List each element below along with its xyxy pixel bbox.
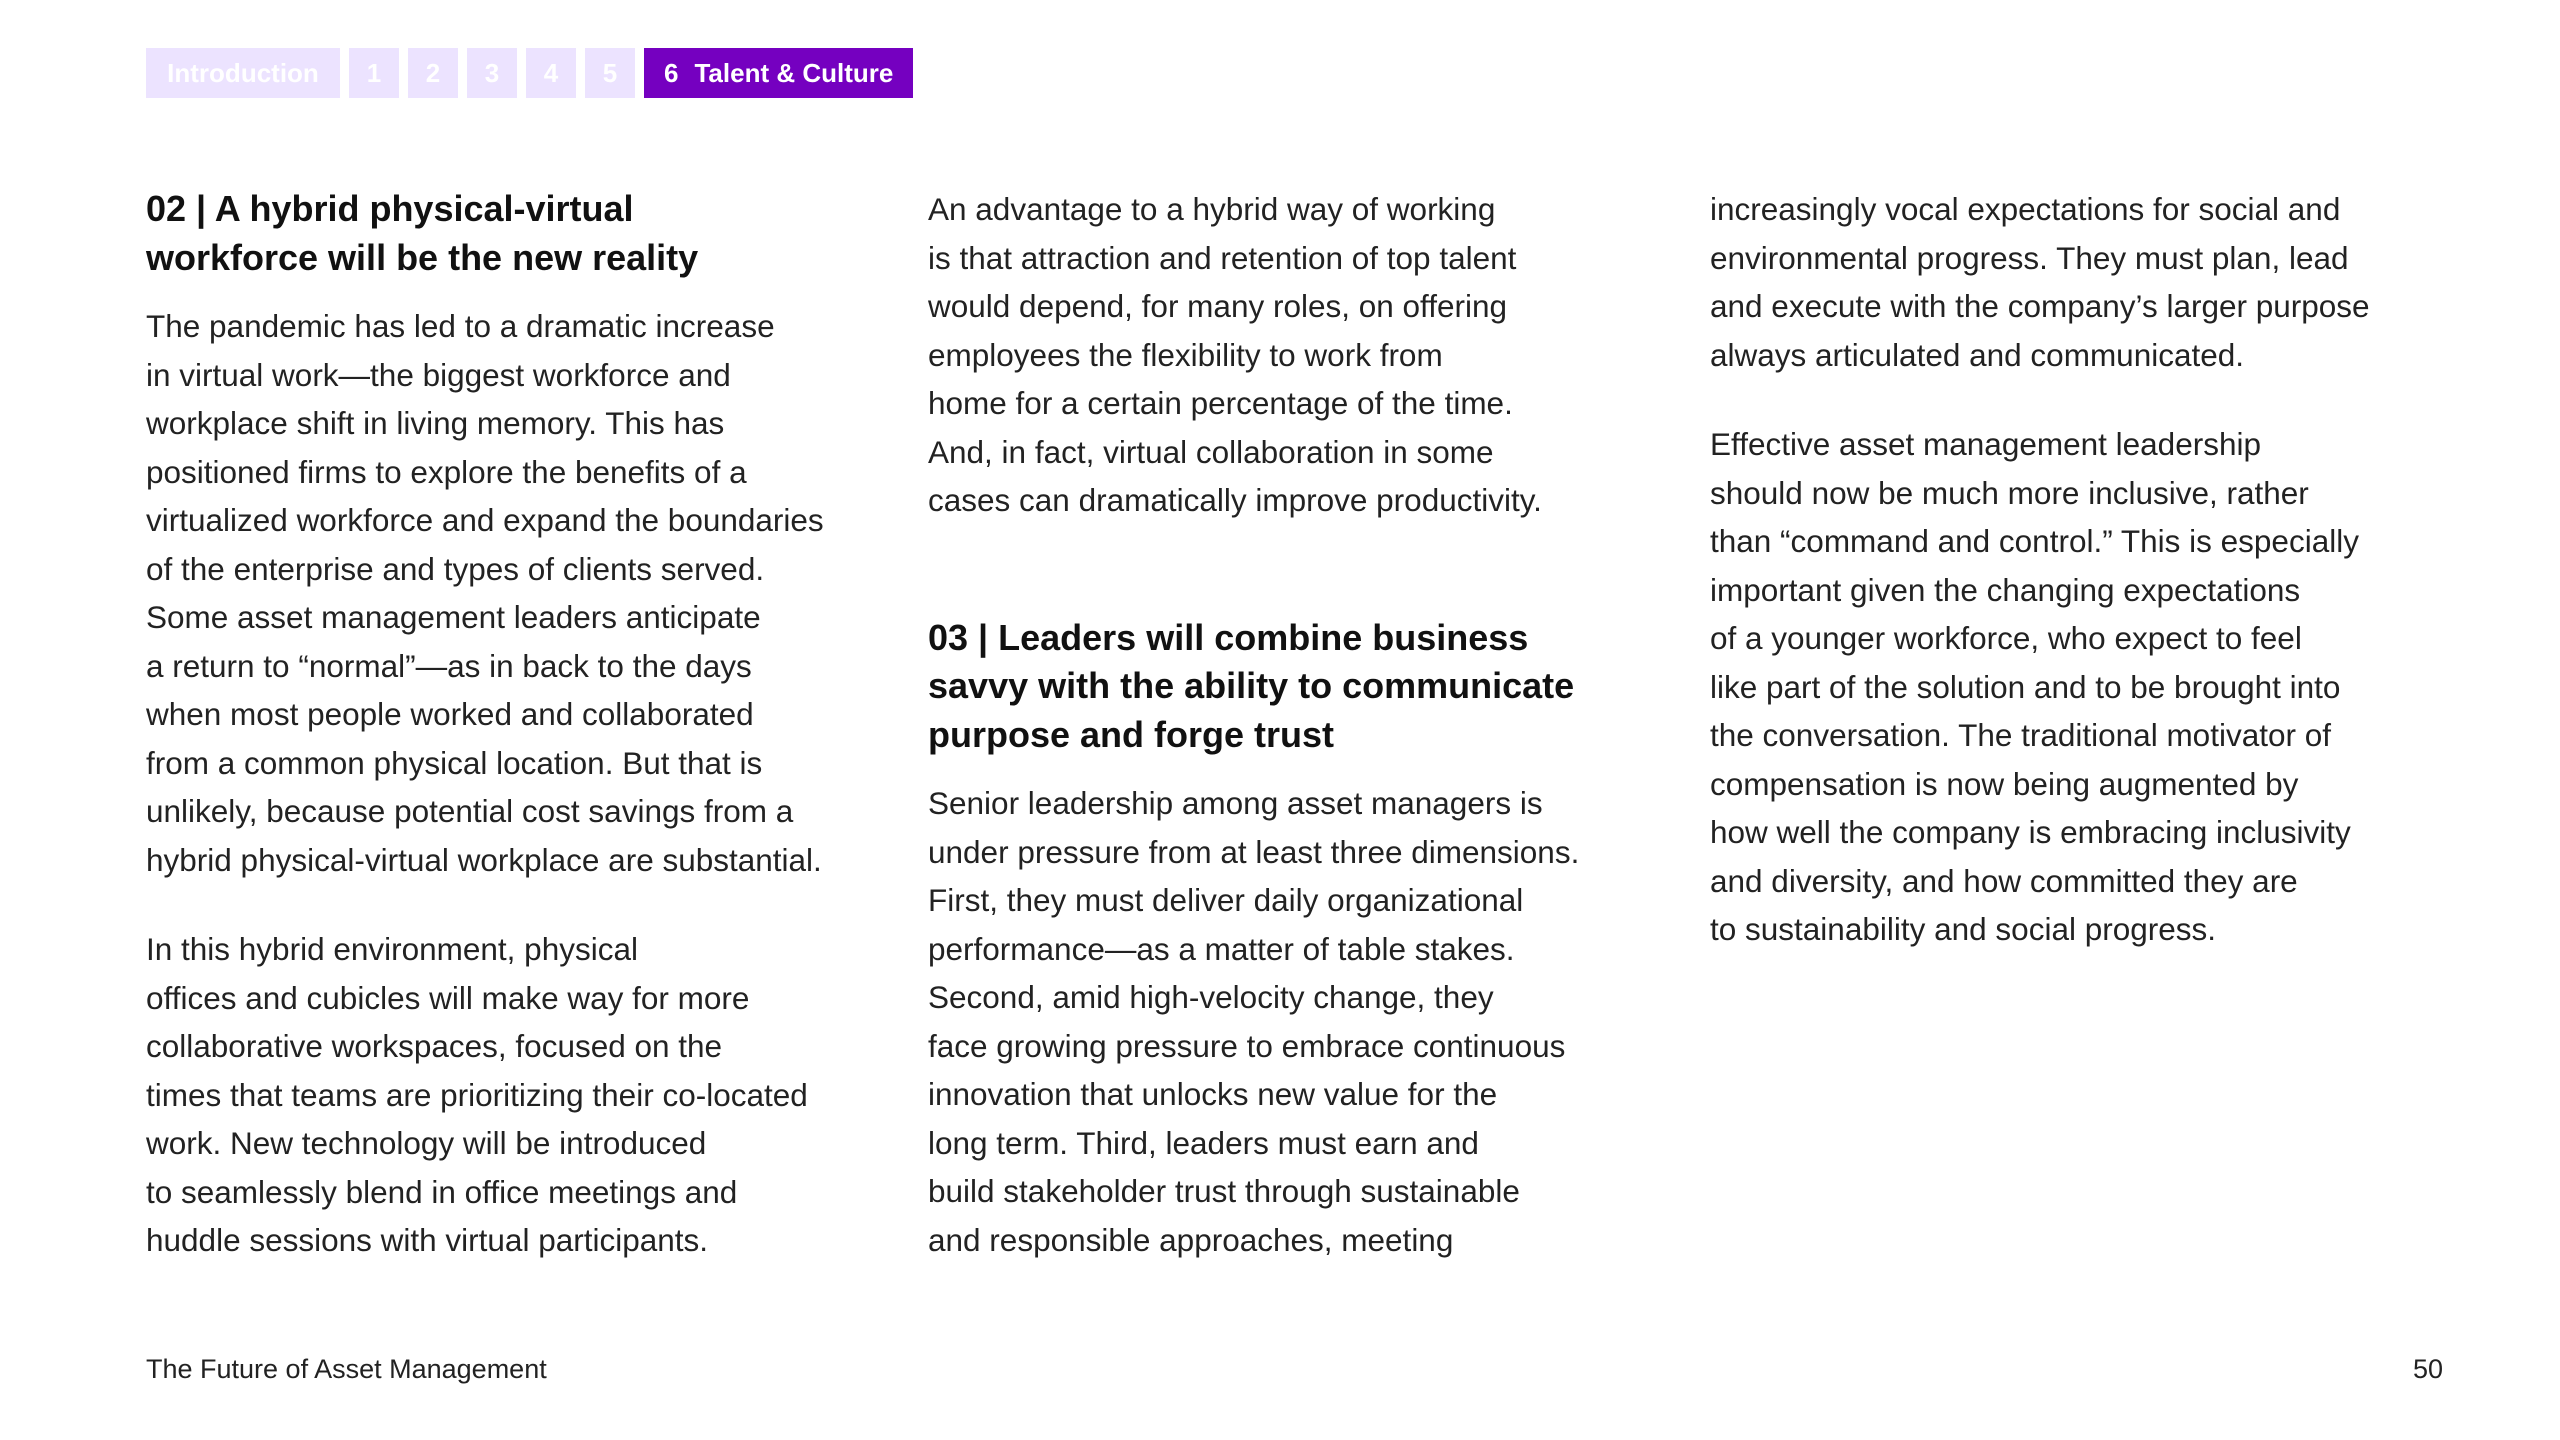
text-line: And, in fact, virtual collaboration in some bbox=[928, 433, 1494, 470]
text-line: In this hybrid environment, physical bbox=[146, 931, 638, 967]
text-line: positioned firms to explore the benefits of a bbox=[146, 453, 747, 490]
column-2 bbox=[928, 185, 1663, 1264]
text-line: from a common physical location. But that is bbox=[146, 744, 763, 781]
text-line: of the enterprise and types of clients served. bbox=[146, 550, 765, 587]
text-line: is that attraction and retention of top talent bbox=[928, 239, 1517, 276]
column-3 bbox=[1710, 185, 2445, 954]
paragraph bbox=[146, 925, 881, 1265]
nav-tab-3[interactable]: 3 bbox=[467, 48, 517, 98]
footer-document-title: The Future of Asset Management bbox=[146, 1354, 547, 1384]
text-line: environmental progress. They must plan, lead bbox=[1710, 239, 2349, 276]
nav-tab-5[interactable]: 5 bbox=[585, 48, 635, 98]
nav-tab-active-number: 6 bbox=[664, 57, 679, 88]
text-line: First, they must deliver daily organizational bbox=[928, 882, 1524, 918]
text-line: The pandemic has led to a dramatic increase bbox=[146, 308, 775, 344]
text-line: always articulated and communicated. bbox=[1710, 336, 2245, 373]
heading-line: savvy with the ability to communicate bbox=[928, 665, 1575, 706]
text-line: home for a certain percentage of the time. bbox=[928, 385, 1513, 421]
nav-tab-2[interactable]: 2 bbox=[408, 48, 458, 98]
text-line: a return to “normal”—as in back to the days bbox=[146, 647, 752, 684]
heading-line: 02 | A hybrid physical-virtual bbox=[146, 188, 634, 229]
text-line: and execute with the company’s larger purpose bbox=[1710, 288, 2370, 324]
text-line: when most people worked and collaborated bbox=[146, 696, 754, 732]
text-line: face growing pressure to embrace continuous bbox=[928, 1027, 1566, 1064]
text-line: like part of the solution and to be brought into bbox=[1710, 668, 2341, 705]
text-line: than “command and control.” This is especially bbox=[1710, 523, 2359, 559]
text-line: employees the flexibility to work from bbox=[928, 336, 1443, 373]
text-line: An advantage to a hybrid way of working bbox=[928, 191, 1496, 227]
text-line: build stakeholder trust through sustainable bbox=[928, 1173, 1520, 1209]
paragraph bbox=[1710, 185, 2445, 379]
section-heading-03 bbox=[928, 614, 1648, 760]
paragraph bbox=[146, 302, 881, 884]
text-line: to sustainability and social progress. bbox=[1710, 911, 2217, 947]
column-1 bbox=[146, 185, 881, 1265]
text-line: the conversation. The traditional motivator of bbox=[1710, 717, 2332, 753]
heading-line: 03 | Leaders will combine business bbox=[928, 616, 1529, 658]
text-line: performance—as a matter of table stakes. bbox=[928, 930, 1515, 967]
text-line: cases can dramatically improve productivity. bbox=[928, 482, 1542, 518]
paragraph bbox=[1710, 420, 2445, 954]
text-line: Second, amid high-velocity change, they bbox=[928, 979, 1494, 1015]
text-line: unlikely, because potential cost savings from a bbox=[146, 793, 794, 829]
text-line: Some asset management leaders anticipate bbox=[146, 599, 761, 635]
nav-tab-1[interactable]: 1 bbox=[349, 48, 399, 98]
page-number: 50 bbox=[2412, 1354, 2443, 1384]
text-line: Senior leadership among asset managers is bbox=[928, 785, 1543, 821]
text-line: and responsible approaches, meeting bbox=[928, 1221, 1454, 1258]
text-line: in virtual work—the biggest workforce and bbox=[146, 356, 731, 393]
text-line: innovation that unlocks new value for the bbox=[928, 1076, 1498, 1112]
text-line: huddle sessions with virtual participants. bbox=[146, 1222, 709, 1258]
paragraph bbox=[928, 185, 1663, 525]
text-line: increasingly vocal expectations for social and bbox=[1710, 191, 2341, 227]
nav-tab-active-label: Talent & Culture bbox=[694, 57, 894, 88]
text-line: of a younger workforce, who expect to feel bbox=[1710, 620, 2302, 656]
section-heading-02 bbox=[146, 185, 766, 282]
text-line: under pressure from at least three dimensions. bbox=[928, 833, 1580, 870]
nav-tab-talent-culture[interactable] bbox=[644, 48, 913, 98]
text-line: how well the company is embracing inclusivity bbox=[1710, 814, 2351, 850]
text-line: important given the changing expectations bbox=[1710, 571, 2301, 608]
section-nav bbox=[146, 48, 913, 98]
text-line: to seamlessly blend in office meetings and bbox=[146, 1173, 738, 1210]
heading-line: workforce will be the new reality bbox=[146, 236, 699, 278]
nav-tab-introduction[interactable]: Introduction bbox=[146, 48, 340, 98]
nav-tab-4[interactable]: 4 bbox=[526, 48, 576, 98]
text-line: work. New technology will be introduced bbox=[146, 1125, 707, 1161]
text-line: compensation is now being augmented by bbox=[1710, 765, 2299, 802]
text-line: long term. Third, leaders must earn and bbox=[928, 1124, 1479, 1161]
text-line: should now be much more inclusive, rather bbox=[1710, 474, 2309, 511]
text-line: would depend, for many roles, on offering bbox=[928, 288, 1508, 324]
text-line: and diversity, and how committed they are bbox=[1710, 862, 2298, 899]
text-line: collaborative workspaces, focused on the bbox=[146, 1028, 723, 1064]
paragraph bbox=[928, 779, 1663, 1264]
text-line: times that teams are prioritizing their co-located bbox=[146, 1076, 808, 1113]
text-line: hybrid physical-virtual workplace are substantial. bbox=[146, 841, 822, 878]
text-line: workplace shift in living memory. This has bbox=[146, 405, 725, 441]
heading-line: purpose and forge trust bbox=[928, 713, 1335, 755]
text-line: virtualized workforce and expand the boundaries bbox=[146, 502, 824, 538]
text-line: offices and cubicles will make way for more bbox=[146, 979, 750, 1016]
text-line: Effective asset management leadership bbox=[1710, 426, 2261, 462]
